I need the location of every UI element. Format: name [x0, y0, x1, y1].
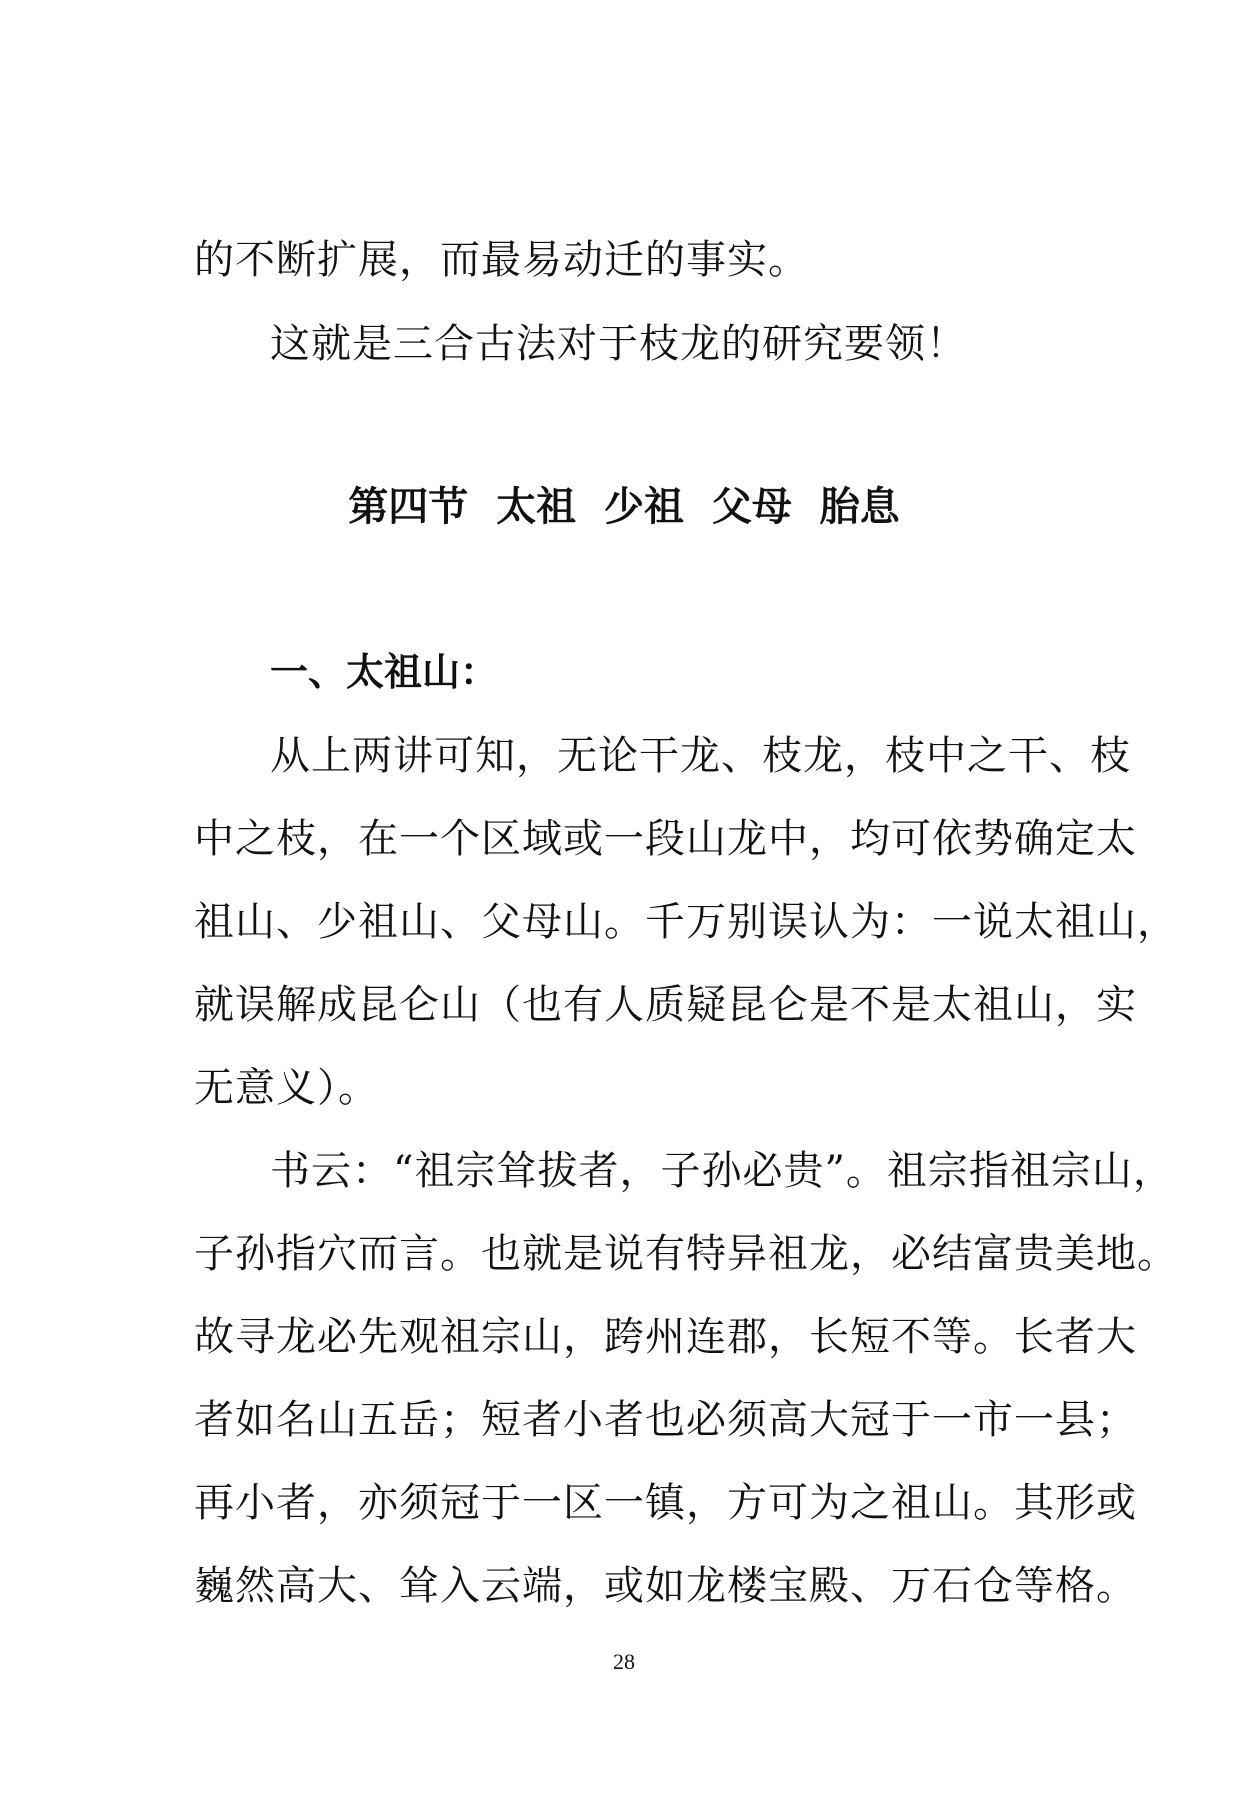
section-title: 第四节 太祖 少祖 父母 胎息: [348, 484, 900, 530]
paragraph-line: 者如名山五岳；短者小者也必须高大冠于一市一县；: [194, 1397, 1137, 1443]
paragraph-line: 从上两讲可知，无论干龙、枝龙，枝中之干、枝: [270, 733, 1131, 779]
paragraph-line: 故寻龙必先观祖宗山，跨州连郡，长短不等。长者大: [194, 1314, 1137, 1360]
paragraph-line: 祖山、少祖山、父母山。千万别误认为：一说太祖山，: [194, 899, 1178, 945]
paragraph-line: 无意义）。: [194, 1065, 379, 1111]
paragraph-line: 的不断扩展，而最易动迁的事实。: [194, 237, 809, 283]
paragraph-line: 中之枝，在一个区域或一段山龙中，均可依势确定太: [194, 816, 1137, 862]
paragraph-line: 再小者，亦须冠于一区一镇，方可为之祖山。其形或: [194, 1480, 1137, 1526]
page-number: 28: [613, 1649, 635, 1674]
paragraph-line: 就误解成昆仑山（也有人质疑昆仑是不是太祖山，实: [194, 982, 1137, 1028]
paragraph-line: 子孙指穴而言。也就是说有特异祖龙，必结富贵美地。: [194, 1231, 1178, 1277]
paragraph-line: 书云：“祖宗耸拔者，子孙必贵”。祖宗指祖宗山，: [270, 1148, 1174, 1194]
paragraph-line: 巍然高大、耸入云端，或如龙楼宝殿、万石仓等格。: [194, 1563, 1137, 1609]
subsection-title: 一、太祖山：: [270, 650, 499, 694]
paragraph-line: 这就是三合古法对于枝龙的研究要领！: [270, 321, 967, 367]
